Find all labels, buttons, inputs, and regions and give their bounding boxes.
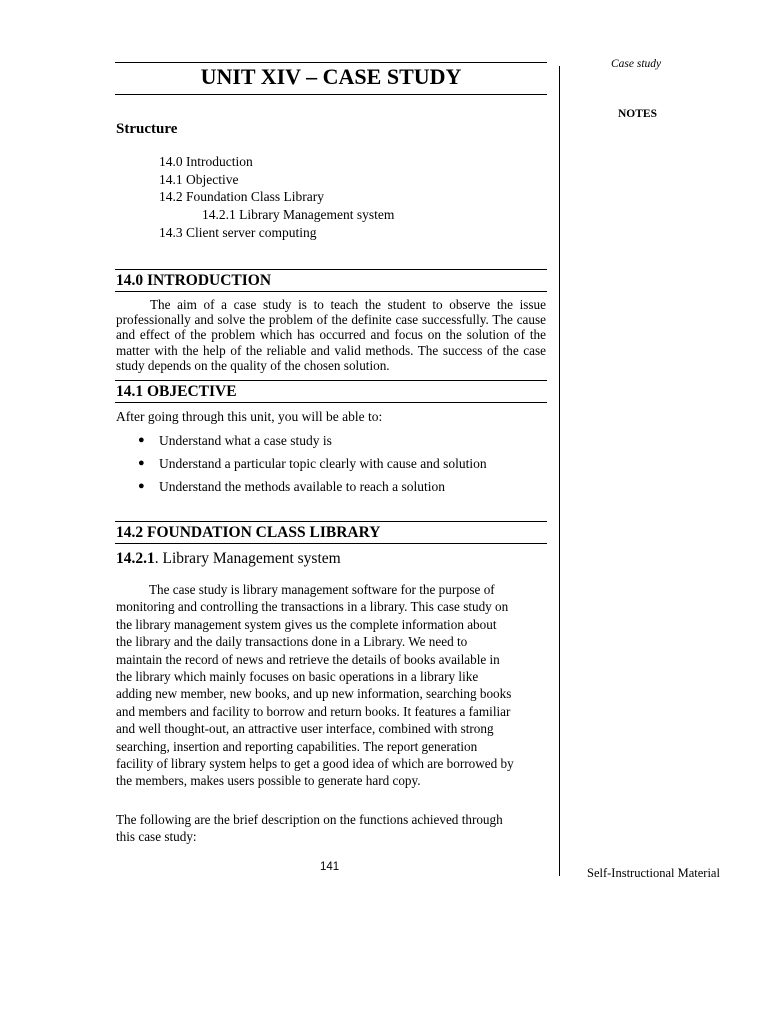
paragraph-line: and well thought-out, an attractive user interface, combined with strong [116, 721, 494, 737]
objective-top-rule [115, 380, 547, 381]
intro-paragraph [116, 297, 546, 373]
paragraph-line: maintain the record of news and retrieve the details of books available in [116, 651, 500, 667]
paragraph-line: facility of library system helps to get a good idea of which are borrowed by [116, 755, 514, 771]
structure-heading: Structure [116, 121, 178, 137]
list-item [138, 478, 487, 501]
foundation-top-rule [115, 521, 547, 522]
subsection-heading [116, 549, 341, 569]
intro-text: The aim of a case study is to teach the student to observe the issue professionally and solve the problem of the definite case successfully. The cause and effect of the problem which has occurred and focus on the solution of the matter with the help of the reliable and valid methods. The success of the case study depends on the quality of the chosen solution. [116, 297, 546, 373]
bullet-icon: ● [138, 434, 145, 446]
toc-item-library-mgmt: 14.2.1 Library Management system [202, 207, 395, 222]
objective-bottom-rule [115, 402, 547, 403]
bullet-icon: ● [138, 457, 145, 469]
intro-bottom-rule [115, 291, 547, 292]
paragraph-line: searching, insertion and reporting capabilities. The report generation [116, 738, 478, 754]
paragraph-line: and members and facility to borrow and return books. It features a familiar [116, 703, 511, 719]
paragraph-line: the library management system gives us the complete information about [116, 616, 497, 632]
foundation-paragraph [116, 581, 548, 790]
running-head: Case study [611, 58, 662, 70]
toc-item-objective: 14.1 Objective [159, 172, 239, 187]
list-item-text: Understand what a case study is [159, 433, 332, 448]
paragraph-line: the members, makes users possible to generate hard copy. [116, 773, 421, 789]
intro-heading: 14.0 INTRODUCTION [116, 272, 272, 289]
list-item-text: Understand the methods available to reach a solution [159, 479, 446, 494]
list-item [138, 432, 487, 455]
paragraph-line: The case study is library management software for the purpose of [149, 582, 495, 597]
intro-top-rule [115, 269, 547, 270]
subsection-number: 14.2.1 [116, 550, 155, 567]
foundation-heading: 14.2 FOUNDATION CLASS LIBRARY [116, 524, 381, 541]
notes-label: NOTES [618, 108, 657, 120]
page-number: 141 [320, 861, 340, 873]
paragraph-line: the library which mainly focuses on basic operations in a library like [116, 668, 479, 684]
objective-heading: 14.1 OBJECTIVE [116, 383, 237, 400]
margin-divider [559, 66, 560, 876]
footer-label: Self-Instructional Material [587, 866, 720, 880]
paragraph-line: monitoring and controlling the transactions in a library. This case study on [116, 599, 509, 615]
objective-intro: After going through this unit, you will be able to: [116, 409, 383, 424]
list-item-text: Understand a particular topic clearly with cause and solution [159, 456, 487, 471]
toc-item-client-server: 14.3 Client server computing [159, 225, 317, 240]
list-item [138, 455, 487, 478]
paragraph-line: adding new member, new books, and up new information, searching books [116, 686, 512, 702]
toc-item-intro: 14.0 Introduction [159, 154, 253, 169]
toc-item-foundation: 14.2 Foundation Class Library [159, 189, 324, 204]
paragraph-line: this case study: [116, 829, 197, 845]
paragraph-line: The following are the brief description on the functions achieved through [116, 812, 503, 827]
title-bottom-rule [115, 94, 547, 95]
objective-list [138, 432, 487, 501]
paragraph-line: the library and the daily transactions done in a Library. We need to [116, 634, 468, 650]
page-title: UNIT XIV – CASE STUDY [200, 64, 462, 89]
bullet-icon: ● [138, 480, 145, 492]
closing-paragraph [116, 811, 548, 846]
foundation-bottom-rule [115, 543, 547, 544]
subsection-title: . Library Management system [154, 550, 341, 567]
